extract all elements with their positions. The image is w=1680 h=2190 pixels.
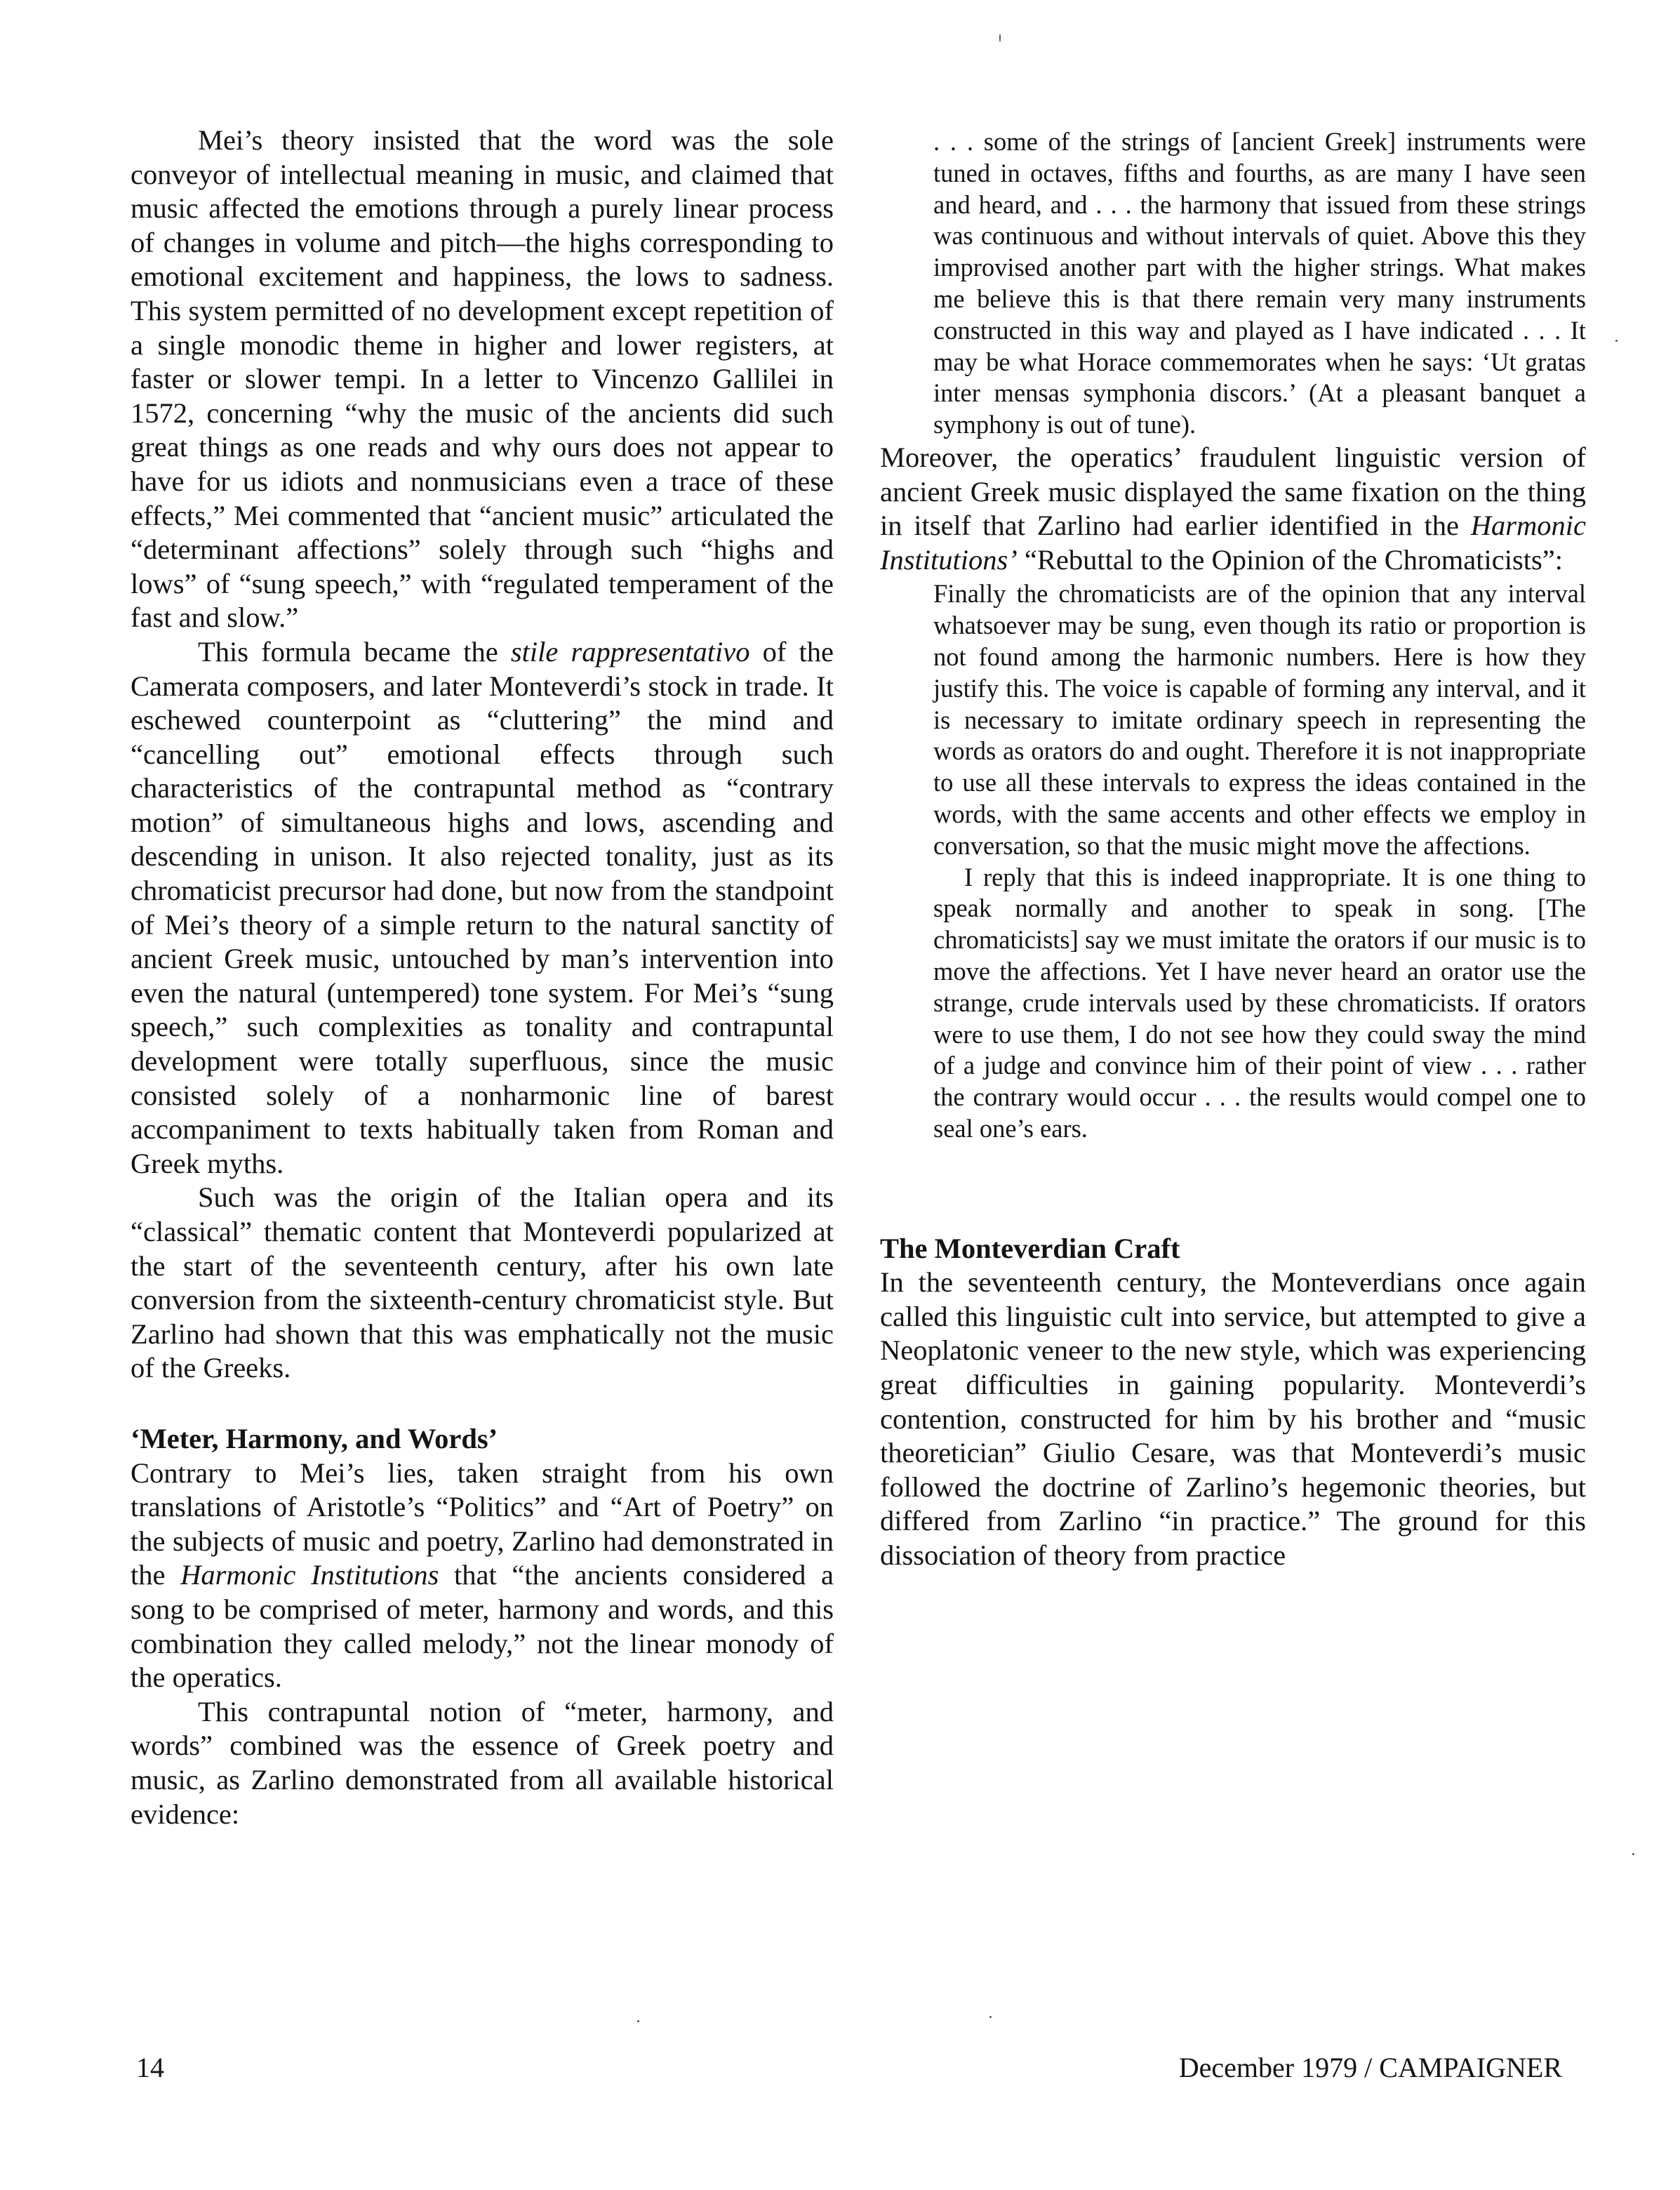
quote-paragraph: I reply that this is indeed inappropriate. It is one thing to speak normally and another to speak in song. [The chromaticists] say we must imitate the orators if our music is to move the affections. Yet I have never heard an orator use the strange, crude intervals used by these chromaticists. If orators were to use them, I do not see how they could sway the mind of a judge and convince him of their point of view . . . rather the contrary would occur . . . the results would compel one to seal one’s ears.	[933, 862, 1586, 1143]
paragraph-contrapuntal-notion: This contrapuntal notion of “meter, harmony, and words” combined was the essence of Greek poetry and music, as Zarlino demonstrated from all available historical evidence:	[131, 1695, 834, 1830]
scan-speck	[637, 2020, 639, 2022]
left-column	[131, 124, 834, 1831]
paragraph-seventeenth-century: In the seventeenth century, the Monteverdians once again called this linguistic cult into service, but attempted to give a Neoplatonic veneer to the new style, which was experiencing great difficulties in gaining popularity. Monteverdi’s contention, constructed for him by his brother and “music theoretician” Giulio Cesare, was that Monteverdi’s music followed the doctrine of Zarlino’s hegemonic theories, but differed from Zarlino “in practice.” The ground for this dissociation of theory from practice	[880, 1266, 1586, 1572]
text-run: Contrary to Mei’s lies, taken straight from his own translations of Aristotle’s “Politics” and “Art of Poetry” on the subjects of music and poetry, Zarlino had demonstrated in the	[131, 1456, 834, 1591]
emphasis-harmonic-institutions: Harmonic Institutions’	[880, 510, 1586, 576]
section-heading-monteverdian-craft: The Monteverdian Craft	[880, 1232, 1180, 1264]
section-heading-meter-harmony-words: ‘Meter, Harmony, and Words’	[131, 1422, 498, 1454]
quote-paragraph: Finally the chromaticists are of the opinion that any interval whatsoever may be sung, even though its ratio or proportion is not found among the harmonic numbers. Here is how they justify this. The voice is capable of forming any interval, and it is necessary to imitate ordinary speech in representing the words as orators do and ought. Therefore it is not inappropriate to use all these intervals to express the ideas contained in the words, with the same accents and other effects we employ in conversation, so that the music might move the affections.	[933, 579, 1586, 860]
paragraph-stile-rappresentativo	[131, 635, 834, 1181]
block-quote-greek-strings	[933, 126, 1586, 441]
text-run: of the Camerata composers, and later Monteverdi’s stock in trade. It eschewed counterpoint as “cluttering” the mind and “cancelling out” emotional effects through such characteristics of the contrapuntal method as “contrary motion” of simultaneous highs and lows, ascending and descending in unison. It also rejected tonality, just as its chromaticist precursor had done, but now from the standpoint of Mei’s theory of a simple return to the natural sanctity of ancient Greek music, untouched by man’s intervention into even the natural (untempered) tone system. For Mei’s “sung speech,” such complexities as tonality and contrapuntal development were totally superfluous, since the music consisted solely of a nonharmonic line of barest accompaniment to texts habitually taken from Roman and Greek myths.	[131, 635, 834, 1179]
page-number: 14	[136, 2052, 164, 2083]
paragraph-origin-of-opera: Such was the origin of the Italian opera and its “classical” thematic content that Monteverdi popularized at the start of the seventeenth century, after his own late conversion from the sixteenth-century chromaticist style. But Zarlino had shown that this was emphatically not the music of the Greeks.	[131, 1181, 834, 1384]
quote-paragraph: . . . some of the strings of [ancient Greek] instruments were tuned in octaves, fifths and fourths, as are many I have seen and heard, and . . . the harmony that issued from these strings was continuous and without intervals of quiet. Above this they improvised another part with the higher strings. What makes me believe this is that there remain very many instruments constructed in this way and played as I have indicated . . . It may be what Horace commemorates when he says: ‘Ut gratas inter mensas symphonia discors.’ (At a pleasant banquet a symphony is out of tune).	[933, 127, 1586, 439]
emphasis-stile-rappresentativo: stile rappresentativo	[510, 635, 750, 668]
issue-line: December 1979 / CAMPAIGNER	[1178, 2052, 1562, 2083]
scan-speck	[999, 34, 1001, 42]
text-run: “Rebuttal to the Opinion of the Chromaticists”:	[1017, 543, 1563, 576]
scan-speck	[1632, 1853, 1634, 1855]
block-quote-chromaticists	[933, 578, 1586, 1144]
text-run: This formula became the	[198, 635, 511, 668]
paragraph-mei-theory: Mei’s theory insisted that the word was the sole conveyor of intellectual meaning in music, and claimed that music affected the emotions through a purely linear process of changes in volume and pitch—the highs corresponding to emotional excitement and happiness, the lows to sadness. This system permitted of no development except repetition of a single monodic theme in higher and lower registers, at faster or slower tempi. In a letter to Vincenzo Gallilei in 1572, concerning “why the music of the ancients did such great things as one reads and why ours does not appear to have for us idiots and nonmusicians even a trace of these effects,” Mei commented that “ancient music” articulated the “determinant affections” solely through such “highs and lows” of “sung speech,” with “regulated temperament of the fast and slow.”	[131, 124, 834, 634]
emphasis-harmonic-institutions: Harmonic Institutions	[180, 1559, 439, 1591]
text-run: Moreover, the operatics’ fraudulent linguistic version of ancient Greek music displayed the same fixation on the thing in itself that Zarlino had earlier identified in the	[880, 441, 1586, 542]
right-column	[880, 124, 1586, 1573]
paragraph-operatics-fraudulent	[880, 441, 1586, 577]
scan-speck	[1615, 340, 1618, 342]
paragraph-contrary-to-mei	[131, 1456, 834, 1695]
scan-speck	[989, 2016, 992, 2018]
text-run: that “the ancients considered a song to be comprised of meter, harmony and words, and this combination they called melody,” not the linear monody of the operatics.	[131, 1559, 834, 1694]
